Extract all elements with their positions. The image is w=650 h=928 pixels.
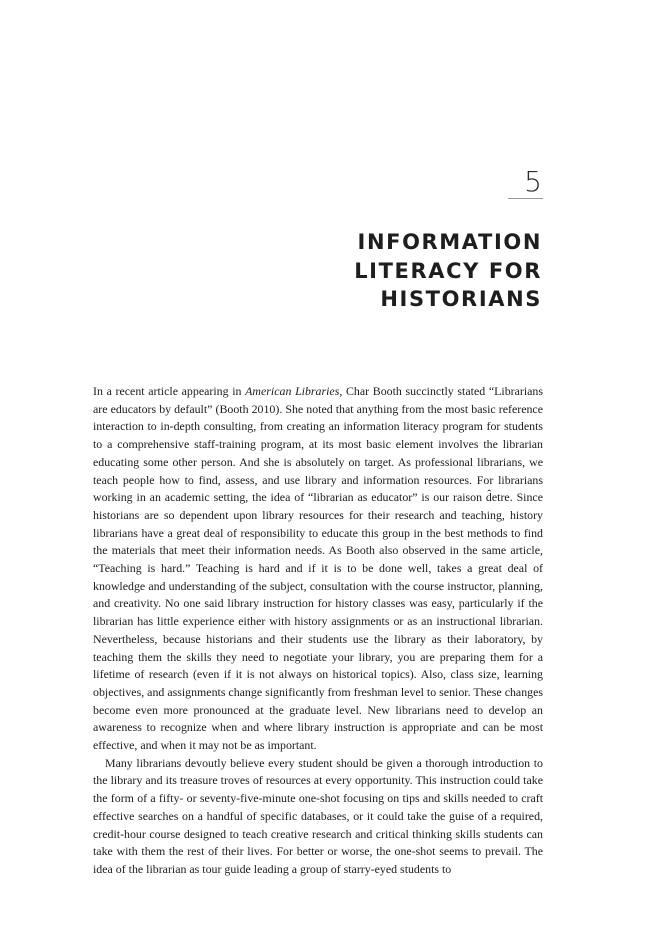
chapter-title (242, 228, 542, 314)
chapter-number-rule (508, 198, 543, 199)
chapter-title-line-2: LITERACY FOR (354, 258, 542, 283)
chapter-title-line-1: INFORMATION (357, 230, 542, 254)
paragraph-1 (93, 383, 543, 755)
chapter-body (93, 383, 543, 879)
paragraph-1-intro: In a recent article appearing in (93, 384, 246, 398)
journal-title: American Libraries, (245, 384, 343, 398)
paragraph-1-text: Char Booth succinctly stated “Librarians are educators by default” (Booth 2010). She noted that anything from the most basic reference interaction to in-depth consulting, from creating an information literacy program for students to a comprehensive staff-training program, at its most basic element involves the librarian educating some other person. And she is absolutely on target. As professional librarians, we teach people how to find, assess, and use library and information resources. For librarians working in an academic setting, the idea of “librarian as educator” is our raison d̂etre. Since historians are so dependent upon library resources for their research and teaching, history librarians have a great deal of responsibility to educate this group in the best methods to find the materials that meet their information needs. As Booth also observed in the same article, “Teaching is hard.” Teaching is hard and if it is to be done well, takes a great deal of knowledge and understanding of the subject, consultation with the course instructor, planning, and creativity. No one said library instruction for history classes was easy, particularly if the librarian has little experience either with history assignments or as an instructional librarian. Nevertheless, because historians and their students use the library as their laboratory, by teaching them the skills they need to negotiate your library, you are preparing them for a lifetime of research (even if it is not always on historical topics). Also, class size, learning objectives, and assignments change significantly from freshman level to senior. These changes become even more pronounced at the graduate level. New librarians need to develop an awareness to recognize when and where library instruction is appropriate and can be most effective, and when it may not be as important. (93, 384, 543, 753)
chapter-number: 5 (524, 165, 542, 198)
paragraph-2: Many librarians devoutly believe every student should be given a thorough introduction to the library and its treasure troves of resources at every opportunity. This instruction could take the form of a fifty- or seventy-five-minute one-shot focusing on tips and skills needed to craft effective searches on a handful of specific databases, or it could take the guise of a required, credit-hour course designed to teach creative research and critical thinking skills students can take with them the rest of their lives. For better or worse, the one-shot seems to prevail. The idea of the librarian as tour guide leading a group of starry-eyed students to (93, 755, 543, 876)
chapter-title-line-3: HISTORIANS (380, 287, 542, 311)
